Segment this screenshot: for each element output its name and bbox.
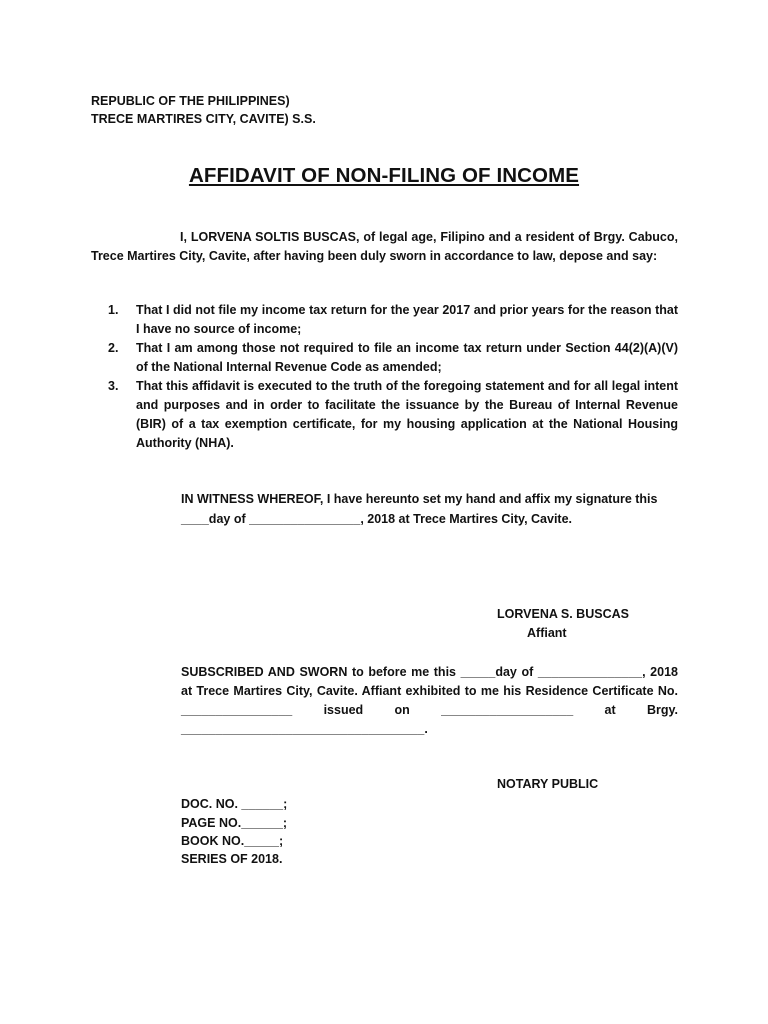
item-number: 1.: [108, 303, 119, 317]
header-republic: REPUBLIC OF THE PHILIPPINES): [91, 94, 290, 108]
document-title: AFFIDAVIT OF NON-FILING OF INCOME: [188, 164, 580, 187]
affiant-name: LORVENA S. BUSCAS: [497, 607, 629, 621]
item-number: 3.: [108, 379, 119, 393]
witness-line-2: ____day of ________________, 2018 at Trece Martires City, Cavite.: [181, 512, 573, 526]
list-item: [108, 339, 678, 377]
doc-number: DOC. NO. ______;: [181, 797, 288, 811]
affiant-label: Affiant: [527, 626, 567, 640]
item-number: 2.: [108, 341, 119, 355]
header-venue: TRECE MARTIRES CITY, CAVITE) S.S.: [91, 112, 316, 126]
witness-line-1: IN WITNESS WHEREOF, I have hereunto set my hand and affix my signature this: [181, 492, 658, 506]
list-item: [108, 301, 678, 339]
list-item: [108, 377, 678, 453]
book-number: BOOK NO._____;: [181, 834, 284, 848]
notary-label: NOTARY PUBLIC: [497, 777, 599, 791]
page-number: PAGE NO.______;: [181, 816, 288, 830]
jurat-paragraph: SUBSCRIBED AND SWORN to before me this _____day of _______________, 2018 at Trece Martires City, Cavite. Affiant exhibited to me his Residence Certificate No. ________________ issued on ___________________ at Brgy. ___________________________________.: [181, 665, 678, 736]
item-text: That I am among those not required to file an income tax return under Section 44(2)(A)(V) of the National Internal Revenue Code as amended;: [136, 341, 678, 374]
intro-paragraph: I, LORVENA SOLTIS BUSCAS, of legal age, Filipino and a resident of Brgy. Cabuco, Trece Martires City, Cavite, after having been duly sworn in accordance to law, depose and say:: [91, 230, 678, 263]
series-year: SERIES OF 2018.: [181, 852, 283, 866]
item-text: That I did not file my income tax return for the year 2017 and prior years for the reason that I have no source of income;: [136, 303, 678, 336]
item-text: That this affidavit is executed to the truth of the foregoing statement and for all legal intent and purposes and in order to facilitate the issuance by the Bureau of Internal Revenue (BIR) of a tax exemption certificate, for my housing application at the National Housing Authority (NHA).: [136, 379, 678, 450]
statement-list: [108, 301, 678, 453]
